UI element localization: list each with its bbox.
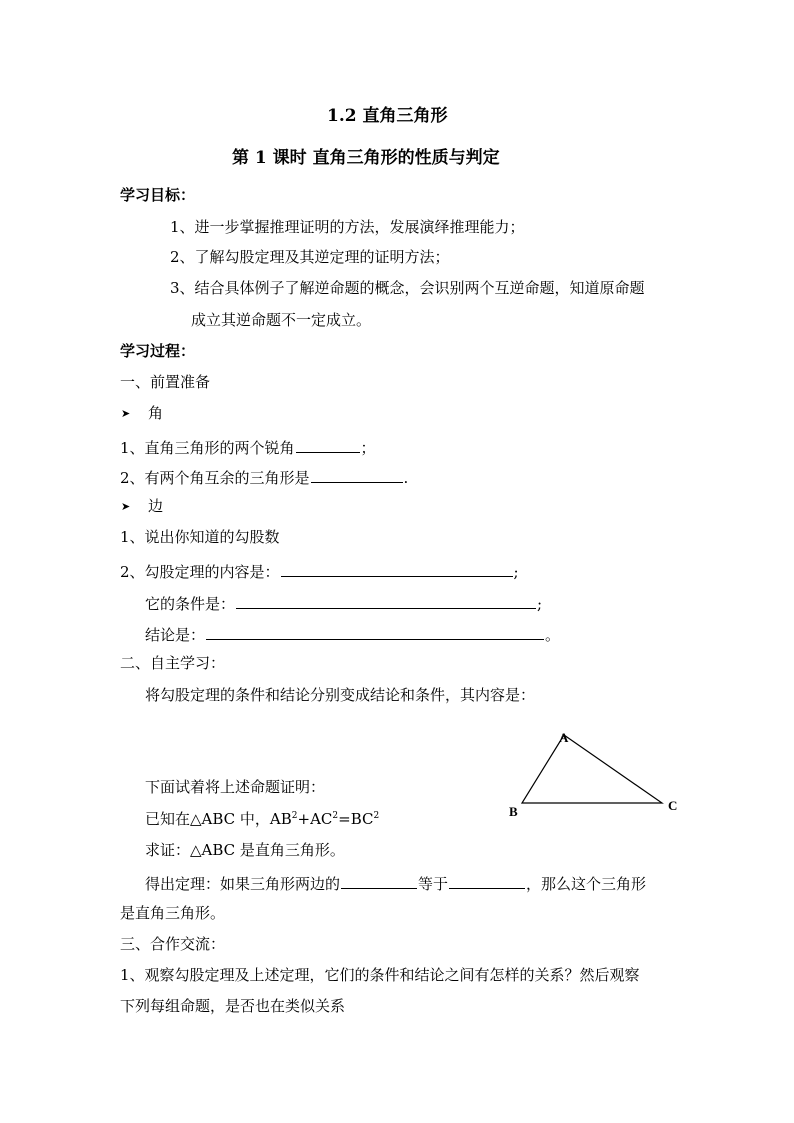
section2-intro: 将勾股定理的条件和结论分别变成结论和条件，其内容是： — [145, 686, 536, 704]
section1-heading: 一、前置准备 — [120, 373, 211, 391]
section2-heading: 二、自主学习： — [120, 654, 226, 672]
section3-heading: 三、合作交流： — [120, 935, 226, 953]
side-label: 边 — [148, 497, 164, 515]
conclusion-line: 结论是： 。 — [145, 626, 561, 644]
given-statement: 已知在△ABC 中，$AB^2+AC^2=BC^2$ — [145, 810, 380, 828]
vertex-b-label: B — [509, 804, 518, 819]
bullet-arrow-icon: ➤ — [121, 407, 131, 420]
vertex-c-label: C — [668, 798, 678, 813]
bullet-arrow-icon: ➤ — [121, 500, 131, 513]
theorem-continued: 是直角三角形。 — [120, 904, 226, 922]
theorem-statement: 得出定理：如果三角形两边的 等于 ，那么这个三角形 — [145, 875, 647, 893]
side-question-2: 2、勾股定理的内容是： ; — [120, 563, 519, 581]
answer-blank[interactable] — [281, 562, 513, 577]
answer-blank[interactable] — [311, 468, 403, 483]
section3-question-1: 1、观察勾股定理及上述定理，它们的条件和结论之间有怎样的关系？然后观察 — [120, 966, 640, 984]
angle-question-1: 1、直角三角形的两个锐角 ； — [120, 439, 376, 457]
answer-blank[interactable] — [449, 874, 525, 889]
angle-question-2: 2、有两个角互余的三角形是 . — [120, 469, 409, 487]
answer-blank[interactable] — [236, 594, 536, 609]
side-question-1: 1、说出你知道的勾股数 — [120, 528, 280, 546]
vertex-a-label: A — [559, 730, 569, 745]
angle-label: 角 — [148, 404, 164, 422]
triangle-shape — [522, 735, 662, 803]
objective-item-2: 2、了解勾股定理及其逆定理的证明方法； — [170, 248, 450, 266]
answer-blank[interactable] — [341, 874, 417, 889]
answer-blank[interactable] — [206, 625, 544, 640]
condition-line: 它的条件是： ; — [145, 595, 543, 613]
process-heading: 学习过程： — [120, 342, 196, 360]
objective-item-1: 1、进一步掌握推理证明的方法，发展演绎推理能力； — [170, 218, 525, 236]
answer-blank[interactable] — [296, 438, 360, 453]
objective-item-3-cont: 成立其逆命题不一定成立。 — [191, 311, 372, 329]
triangle-diagram — [500, 722, 690, 822]
page-subtitle: 第 1 课时 直角三角形的性质与判定 — [232, 148, 500, 168]
objectives-heading: 学习目标： — [120, 186, 196, 204]
objective-item-3: 3、结合具体例子了解逆命题的概念，会识别两个互逆命题，知道原命题 — [170, 279, 645, 297]
section3-question-1-cont: 下列每组命题，是否也在类似关系 — [120, 997, 346, 1015]
page-title: 1.2 直角三角形 — [327, 106, 448, 126]
prove-statement: 求证：△ABC 是直角三角形。 — [145, 841, 345, 859]
try-prove: 下面试着将上述命题证明： — [145, 778, 326, 796]
